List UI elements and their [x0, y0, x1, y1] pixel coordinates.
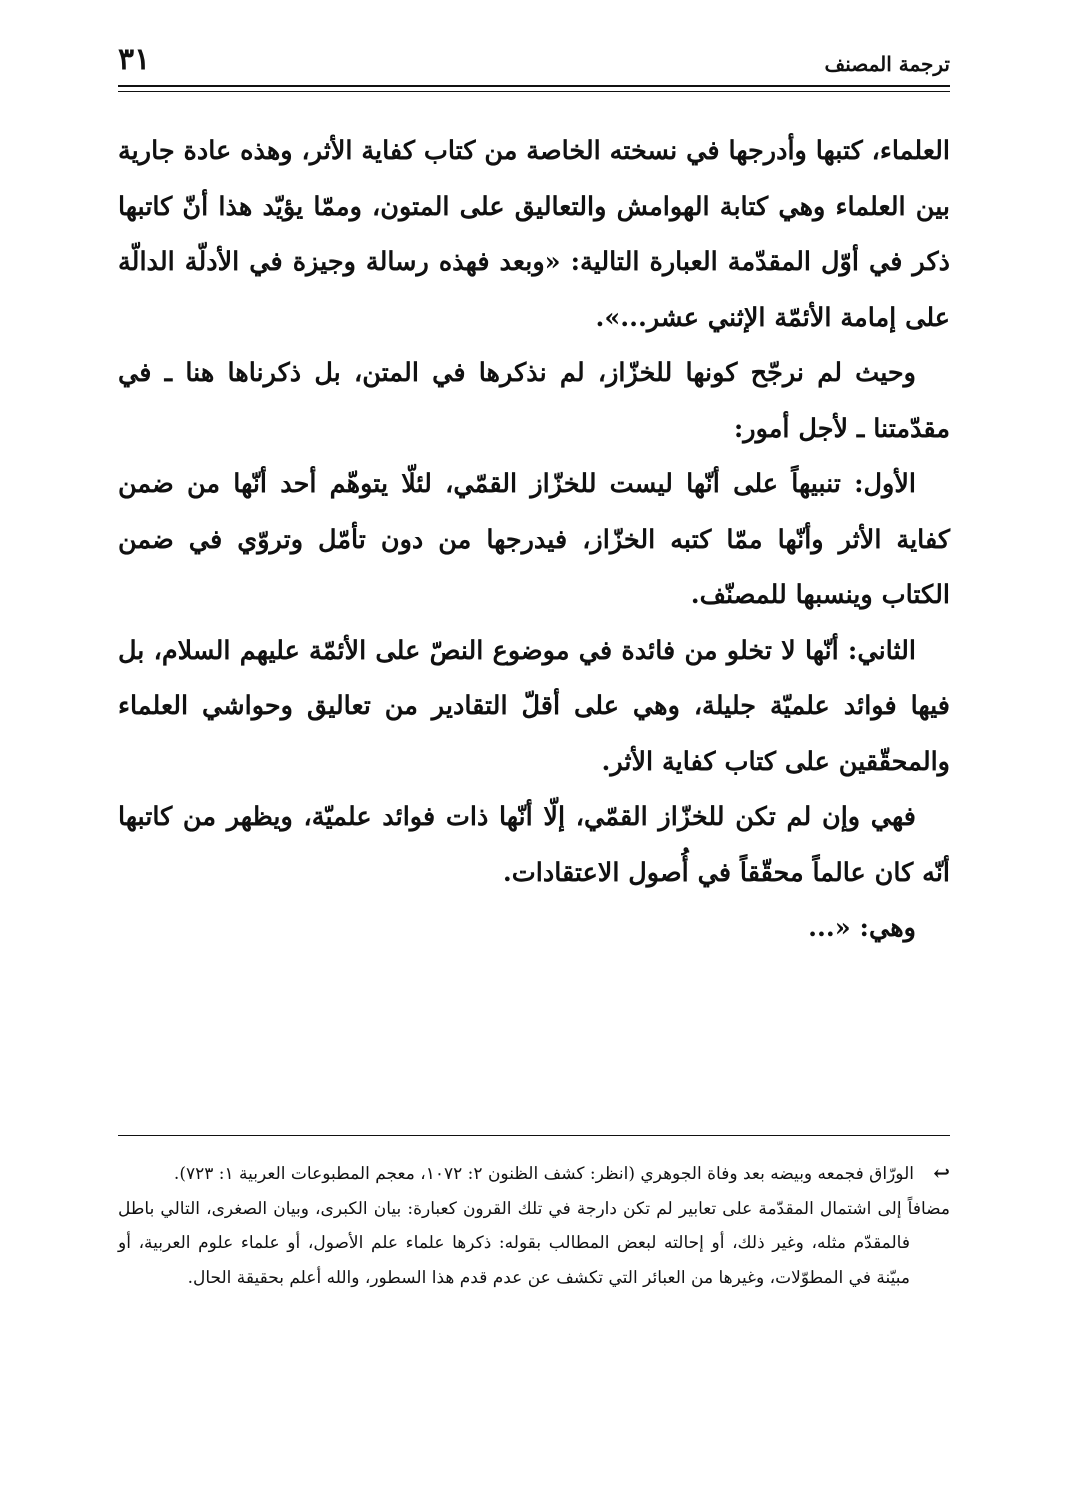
- footnote-continued: [118, 1156, 950, 1192]
- paragraph-5: فهي وإن لم تكن للخزّاز القمّي، إلّا أنّها ذات فوائد علميّة، ويظهر من كاتبها أنّه كان عالماً محقّقاً في أُصول الاعتقادات.: [118, 802, 950, 888]
- paragraph-2: وحيث لم نرجّح كونها للخزّاز، لم نذكرها في المتن، بل ذكرناها هنا ـ في مقدّمتنا ـ لأجل أمور:: [118, 358, 950, 444]
- footnotes: [118, 1156, 950, 1295]
- book-page: [118, 38, 950, 1458]
- header-rule-thick: [118, 85, 950, 87]
- continuation-arrow-icon: ↩: [933, 1161, 950, 1185]
- paragraph-1: العلماء، كتبها وأدرجها في نسخته الخاصة من كتاب كفاية الأثر، وهذه عادة جارية بين العلماء وهي كتابة الهوامش والتعاليق على المتون، وممّا يؤيّد هذا أنّ كاتبها ذكر في أوّل المقدّمة العبارة التالية: «وبعد فهذه رسالة وجيزة في الأدلّة الدالّة على إمامة الأئمّة الإثني عشر...».: [118, 136, 950, 333]
- paragraph-6: وهي: «...: [808, 913, 916, 943]
- page-number: ٣١: [118, 42, 151, 77]
- footnote-note: مضافاً إلى اشتمال المقدّمة على تعابير لم تكن دارجة في تلك القرون كعبارة: بيان الكبرى، وبيان الصغرى، التالي باطل فالمقدّم مثله، وغير ذلك، أو إحالته لبعض المطالب بقوله: ذكرها علماء علم الأصول، أو علماء علوم العربية، أو مبيّنة في المطوّلات، وغيرها من العبائر التي تكشف عن عدم قدم هذا السطور، والله أعلم بحقيقة الحال.: [118, 1198, 950, 1288]
- main-text: [118, 124, 950, 957]
- running-head: ترجمة المصنف: [824, 52, 950, 76]
- footnote-separator: [118, 1135, 950, 1136]
- footnote-continued-text: الورّاق فجمعه وبيضه بعد وفاة الجوهري (انظر: كشف الظنون ٢: ١٠٧٢، معجم المطبوعات العربية ١: ٧٢٣).: [173, 1164, 914, 1184]
- header-rule-thin: [118, 91, 950, 92]
- paragraph-4: الثاني: أنّها لا تخلو من فائدة في موضوع النصّ على الأئمّة عليهم السلام، بل فيها فوائد علميّة جليلة، وهي على أقلّ التقادير من تعاليق وحواشي العلماء والمحقّقين على كتاب كفاية الأثر.: [118, 635, 950, 777]
- paragraph-3: الأول: تنبيهاً على أنّها ليست للخزّاز القمّي، لئلّا يتوهّم أحد أنّها من ضمن كفاية الأثر وأنّها ممّا كتبه الخزّاز، فيدرجها من دون تأمّل وتروّي في ضمن الكتاب وينسبها للمصنّف.: [118, 469, 950, 610]
- page-header: [118, 38, 950, 90]
